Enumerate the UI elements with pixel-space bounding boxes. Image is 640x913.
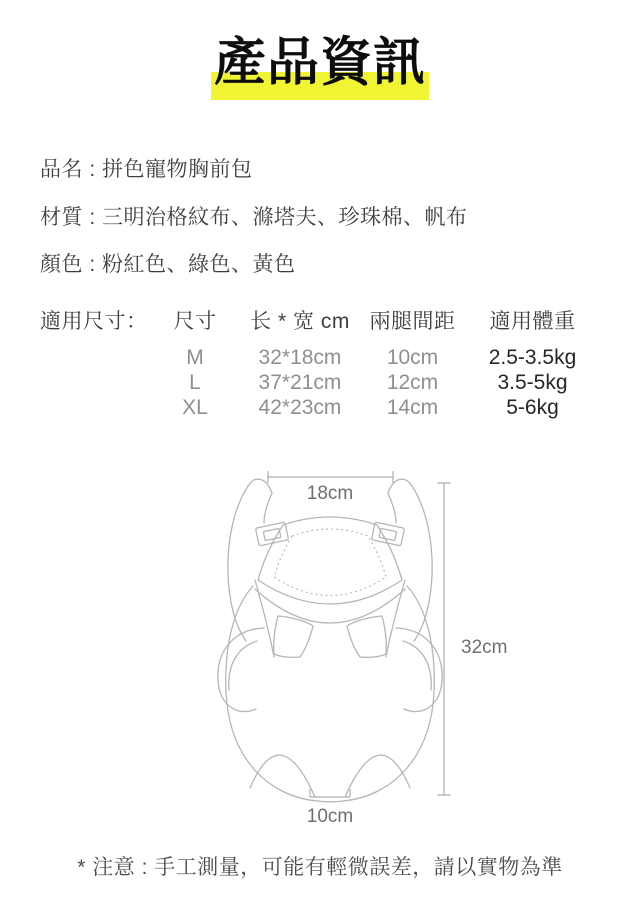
dim-label-top: 18cm [306, 483, 354, 504]
info-value: 粉紅色、綠色、黃色 [102, 253, 296, 276]
info-line-material [40, 204, 468, 232]
carrier-drawing [218, 479, 442, 802]
cell-dims: 42*23cm [258, 396, 342, 419]
carrier-diagram [165, 450, 515, 850]
slit-left [274, 616, 313, 657]
band-right [386, 580, 405, 657]
back-panel [258, 517, 402, 604]
ear-left-fold [229, 641, 257, 690]
strap-left-inner [264, 493, 272, 523]
info-value: 三明治格紋布、滌塔夫、珍珠棉、帆布 [102, 206, 468, 229]
strap-right-cap [388, 479, 412, 493]
strap-right [412, 486, 432, 641]
cell-gap: 10cm [386, 346, 439, 369]
footnote: * 注意 : 手工測量，可能有輕微誤差，請以實物為準 [77, 856, 563, 879]
cell-weight: 2.5-3.5kg [488, 346, 577, 369]
cell-dims: 37*21cm [258, 371, 342, 394]
info-line-product-name [40, 156, 253, 184]
band-left [255, 580, 274, 657]
dim-top-width [268, 471, 393, 504]
table-row [150, 345, 600, 371]
strap-left [228, 486, 248, 641]
table-row [150, 370, 600, 396]
info-label: 材質 : [40, 206, 103, 229]
info-value: 拼色寵物胸前包 [102, 158, 253, 181]
col-header-gap: 兩腿間距 [369, 310, 456, 333]
page-title: 產品資訊 [213, 34, 426, 92]
cell-weight: 3.5-5kg [497, 371, 568, 394]
table-row [150, 395, 600, 421]
info-line-color [40, 251, 296, 279]
cell-size: XL [182, 396, 208, 419]
info-label: 顏色 : [40, 253, 103, 276]
pouch-body [226, 586, 435, 802]
info-label: 品名 : [40, 158, 103, 181]
ear-right-fold [403, 641, 431, 690]
col-header-dims: 长 * 宽 cm [250, 310, 350, 333]
strap-right-inner [388, 493, 396, 523]
cell-dims: 32*18cm [258, 346, 342, 369]
cell-size: M [186, 346, 204, 369]
size-table-caption: 適用尺寸： [40, 310, 148, 333]
title-block [0, 0, 640, 120]
cell-gap: 14cm [386, 396, 439, 419]
cell-weight: 5-6kg [506, 396, 559, 419]
col-header-weight: 適用體重 [489, 310, 576, 333]
col-header-size: 尺寸 [173, 310, 217, 333]
dim-label-bottom: 10cm [306, 806, 354, 827]
cell-size: L [189, 371, 201, 394]
buckle-right [371, 522, 404, 546]
dim-height [437, 483, 507, 795]
panel-stitch-line [274, 529, 386, 596]
size-table-header [150, 309, 600, 335]
buckle-left [255, 522, 288, 546]
dim-label-height: 32cm [461, 637, 508, 658]
slit-right [347, 616, 386, 657]
cell-gap: 12cm [386, 371, 439, 394]
